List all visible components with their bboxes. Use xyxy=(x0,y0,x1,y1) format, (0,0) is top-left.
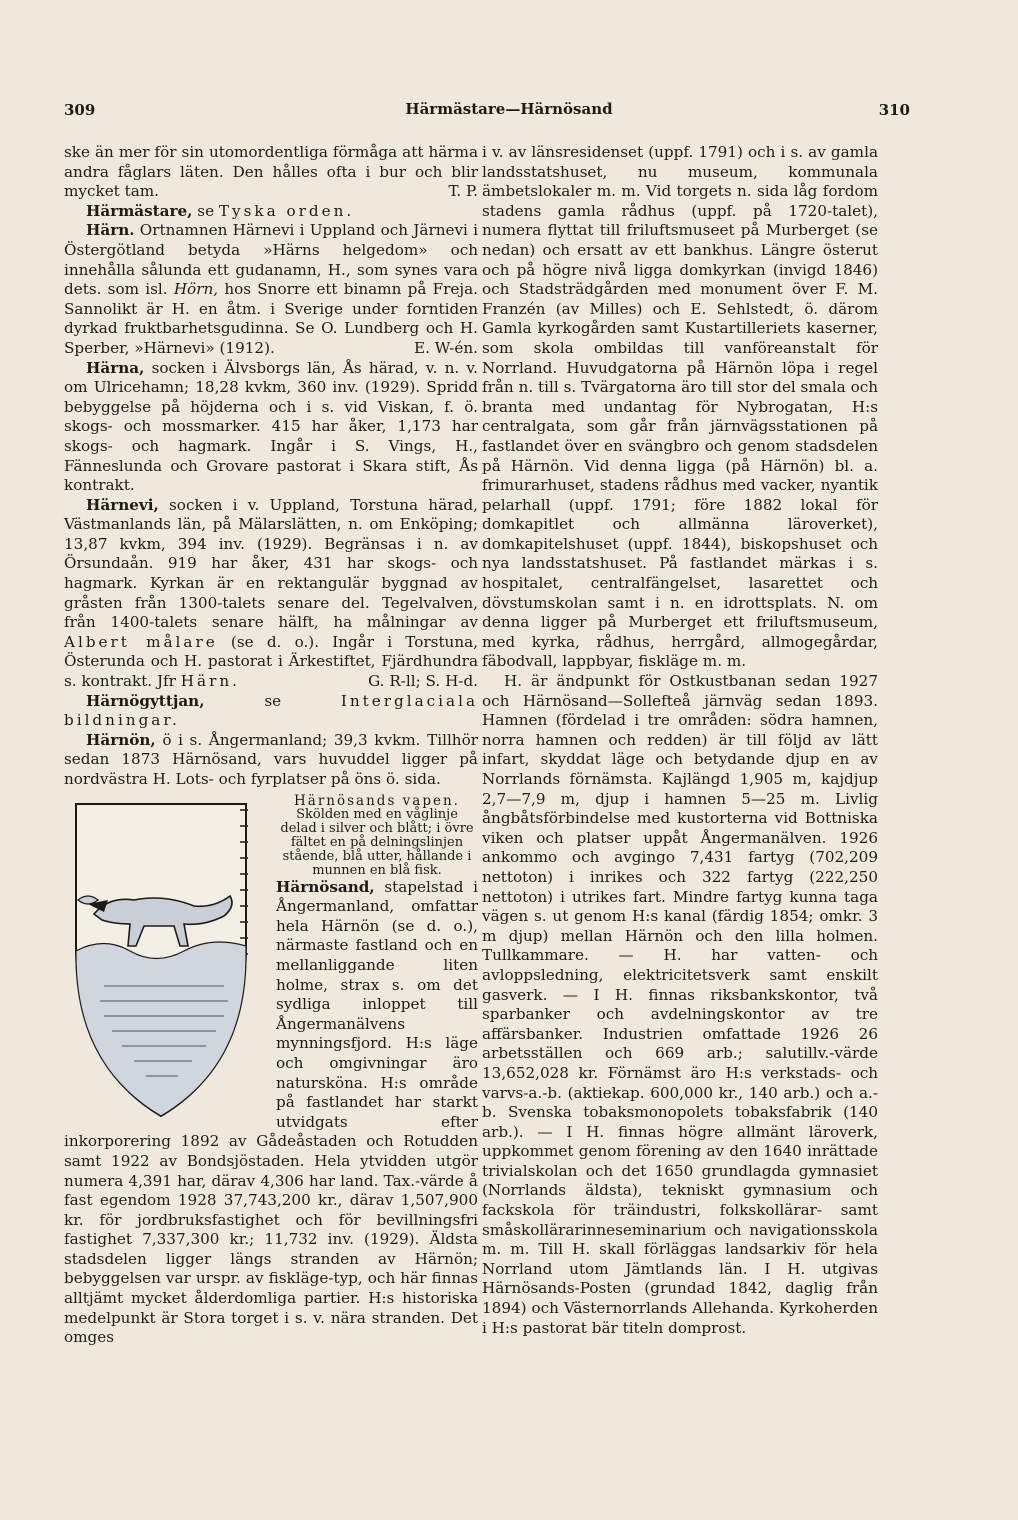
right-column xyxy=(482,143,878,1338)
caption-text: Skölden med en våglinje delad i silver och blått; i övre fältet en på delningslinjen stående, blå utter, hållande i munnen en blå fisk. xyxy=(280,806,474,878)
entry-harnogyttjan: Härnögyttjan, se Interglaciala bildningar. xyxy=(64,691,479,730)
headword: Härnösand, xyxy=(276,877,375,896)
coat-of-arms-figure xyxy=(64,796,264,1126)
entry-continuation: ske än mer för sin utomordentliga förmåga att härma andra fåglars läten. Den hålles ofta i bur och blir mycket tam. T. P. xyxy=(64,143,478,201)
headword: Härnevi, xyxy=(86,495,159,514)
left-column: ske än mer för sin utomordentliga förmåga att härma andra fåglars läten. Den hålles ofta i bur och blir mycket tam. T. P. Härmästare, se Tyska orden. Härn. Ortnamnen Härnevi i Uppland och Järnevi i Östergötland betyda »Härns helgedom» och innehålla sålunda ett gudanamn, H., som synes vara dets. som isl. Hörn, hos Snorre ett binamn på Freja. Sannolikt är H. en åtm. i Sverige under forntiden dyrkad fruktbarhetsgudinna. Se O. Lundberg och H. Sperber, »Härnevi» (1912). E. W-én. Härna, socken i Älvsborgs län, Ås härad, v. n. v. om Ulricehamn; 18,28 kvkm, 360 inv. (1929). Spridd bebyggelse på höjderna och i s. vid Viskan, f. ö. skogs- och mossmarker. 415 har åker, 1,173 har skogs- och hagmark. Ingår i S. Vings, H., Fänneslunda och Grovare pastorat i Skara stift, Ås kontrakt. Härnevi, socken i v. Uppland, Torstuna härad, Västmanlands län, på Mälarslätten, n. om Enköping; 13,87 kvkm, 394 inv. (1929). Begränsas i n. av Örsundaån. 919 har åker, 431 har skogs- och hagmark. Kyrkan är en rektangulär byggnad av gråsten från 1300-talets senare del. Tegelvalven, från 1400-talets senare hälft, ha målningar av Albert målare (se d. o.). Ingår i Torstuna, Österunda och H. pastorat i Ärkestiftet, Fjärdhundra s. kontrakt. Jfr Härn. G. R-ll; S. H-d. Härnögyttjan, se Interglaciala bildningar. Härnön, ö i s. Ångermanland; 39,3 kvkm. Tillhör sedan 1873 Härnösand, vars huvuddel ligger på nordvästra H. Lots- och fyrplatser på öns ö. sida. Härnösands vapen. Skölden med en våglinje delad i silver och blått; i övre fältet en på delningslinjen stående, blå utter, hållande i munnen en blå fisk. Härnösand, stapelstad i Ångermanland, omfattar hela Härnön (se d. o.), närmaste fastland och en mellanliggande liten holme, strax s. om det sydliga inloppet till Ångermanälvens mynningsfjord. H:s läge och omgivningar äro natursköna. H:s område på fastlandet har starkt utvidgats efter inkorporering 1892 av Gådeåstaden och Rotudden samt 1922 av Bondsjöstaden. Hela ytvidden utgör numera 4,391 har, därav 4,306 har land. Tax.-värde å fast egendom 1928 37,743,200 kr., därav 1,507,900 kr. för jordbruksfastighet och för bevillningsfri fastighet 7,337,300 kr.; 11,732 inv. (1929). Äldsta stadsdelen ligger längs stranden av Härnön; bebyggelsen var urspr. av fiskläge-typ, och här finnas alltjämt mycket ålderdomliga partier. H:s historiska medelpunkt är Stora torget i s. v. nära stranden. Det omges xyxy=(64,143,479,1347)
coat-of-arms-image xyxy=(64,796,254,1126)
caption-title: Härnösands vapen. xyxy=(294,792,460,809)
entry-harmastare: Härmästare, se Tyska orden. xyxy=(86,201,355,220)
entry-harnon: Härnön, ö i s. Ångermanland; 39,3 kvkm. Tillhör sedan 1873 Härnösand, vars huvuddel ligger på nordvästra H. Lots- och fyrplatser på öns ö. sida. xyxy=(64,730,478,788)
author-signature: E. W-én. xyxy=(414,338,478,357)
headword: Härmästare, xyxy=(86,201,193,220)
cross-reference: Interglaciala bildningar. xyxy=(64,691,479,730)
entry-harn: Härn. Ortnamnen Härnevi i Uppland och Järnevi i Östergötland betyda »Härns helgedom» och innehålla sålunda ett gudanamn, H., som synes vara dets. som isl. Hörn, hos Snorre ett binamn på Freja. Sannolikt är H. en åtm. i Sverige under forntiden dyrkad fruktbarhetsgudinna. Se O. Lundberg och H. Sperber, »Härnevi» (1912). E. W-én. xyxy=(64,221,479,357)
left-page-number: 309 xyxy=(64,101,96,119)
running-title: Härmästare—Härnösand xyxy=(405,100,613,118)
cross-reference: Albert målare xyxy=(64,632,218,651)
headword: Härnön, xyxy=(86,730,156,749)
cross-reference: Tyska orden. xyxy=(218,201,355,220)
right-page-number: 310 xyxy=(878,101,910,119)
entry-continuation: i v. av länsresidenset (uppf. 1791) och i s. av gamla landsstatshuset, nu museum, kommunala ämbetslokaler m. m. Vid torgets n. sida låg fordom stadens gamla rådhus (uppf. på 1720-talet), numera flyttat till friluftsmuseet på Murberget (se nedan) och ersatt av ett bankhus. Längre österut och på högre nivå ligga domkyrkan (invigd 1846) och Stadsträdgården med monument över F. M. Franzén (av Milles) och E. Sehlstedt, ö. därom Gamla kyrkogården samt Kustartilleriets kaserner, som skola ombildas till vanföreanstalt för Norrland. Huvudgatorna på Härnön löpa i regel från n. till s. Tvärgatorna äro till stor del smala och branta med undantag för Nybrogatan, H:s centralgata, som går från järnvägsstationen på fastlandet över en svängbro och genom stadsdelen på Härnön. Vid denna ligga (på Härnön) bl. a. frimurarhuset, stadens rådhus med vacker, nyantik pelarhall (uppf. 1791; före 1882 lokal för domkapitlet och allmänna läroverket), domkapitelshuset (uppf. 1844), biskopshuset och nya landsstatshuset. På fastlandet märkas i s. hospitalet, centralfängelset, lasarettet och dövstumskolan samt i n. en idrottsplats. N. om denna ligger på Murberget ett friluftsmuseum, med kyrka, rådhus, herrgård, allmogegårdar, fäbodvall, lappbyar, fiskläge m. m. xyxy=(482,143,878,671)
headword: Härna, xyxy=(86,358,145,377)
entry-harna: Härna, socken i Älvsborgs län, Ås härad, v. n. v. om Ulricehamn; 18,28 kvkm, 360 inv. (1929). Spridd bebyggelse på höjderna och i s. vid Viskan, f. ö. skogs- och mossmarker. 415 har åker, 1,173 har skogs- och hagmark. Ingår i S. Vings, H., Fänneslunda och Grovare pastorat i Skara stift, Ås kontrakt. xyxy=(64,358,479,495)
entry-harnevi: Härnevi, socken i v. Uppland, Torstuna härad, Västmanlands län, på Mälarslätten, n. om Enköping; 13,87 kvkm, 394 inv. (1929). Begränsas i n. av Örsundaån. 919 har åker, 431 har skogs- och hagmark. Kyrkan är en rektangulär byggnad av gråsten från 1300-talets senare del. Tegelvalven, från 1400-talets senare hälft, ha målningar av Albert målare (se d. o.). Ingår i Torstuna, Österunda och H. pastorat i Ärkestiftet, Fjärdhundra s. kontrakt. Jfr Härn. G. R-ll; S. H-d. xyxy=(64,495,478,691)
author-signature: T. P. xyxy=(448,182,478,201)
author-signature: G. R-ll; S. H-d. xyxy=(368,672,478,691)
cross-reference: Härn. xyxy=(180,672,240,691)
headword: Härnögyttjan, xyxy=(86,691,205,710)
paragraph: H. är ändpunkt för Ostkustbanan sedan 1927 och Härnösand—Sollefteå järnväg sedan 1893. Hamnen (fördelad i tre områden: södra hamnen, norra hamnen och redden) är till följd av lätt infart, skyddat läge och betydande djup en av Norrlands förnämsta. Kajlängd 1,905 m, kajdjup 2,7—7,9 m, djup i hamnen 5—25 m. Livlig ångbåtsförbindelse med kustorterna vid Bottniska viken och platser uppåt Ångermanälven. 1926 ankommo och avgingo 7,431 fartyg (702,209 nettoton) i inrikes och 322 fartyg (222,250 nettoton) i utrikes fart. Mindre fartyg kunna taga vägen s. ut genom H:s kanal (färdig 1854; omkr. 3 m djup) mellan Härnön och den lilla holmen. Tullkammare. — H. har vatten- och avloppsledning, elektricitetsverk samt enskilt gasverk. — I H. finnas riksbankskontor, två sparbanker och avdelningskontor av tre affärsbanker. Industrien omfattade 1926 26 arbetsställen och 669 arb.; salutillv.-värde 13,652,028 kr. Förnämst äro H:s verkstads- och varvs-a.-b. (aktiekap. 600,000 kr., 140 arb.) och a.-b. Svenska tobaksmonopolets tobaksfabrik (140 arb.). — I H. finnas högre allmänt läroverk, uppkommet genom förening av den 1640 inrättade trivialskolan och det 1650 grundlagda gymnasiet (Norrlands äldsta), tekniskt gymnasium och fackskola för träindustri, folkskollärar- samt småskollärarinneseminarium och navigationsskola m. m. Till H. skall förläggas landsarkiv för hela Norrland utom Jämtlands län. I H. utgivas Härnösands-Posten (grundad 1842, daglig från 1894) och Västernorrlands Allehanda. Kyrkoherden i H:s pastorat bär titeln domprost. xyxy=(482,672,878,1337)
headword: Härn. xyxy=(86,221,135,240)
